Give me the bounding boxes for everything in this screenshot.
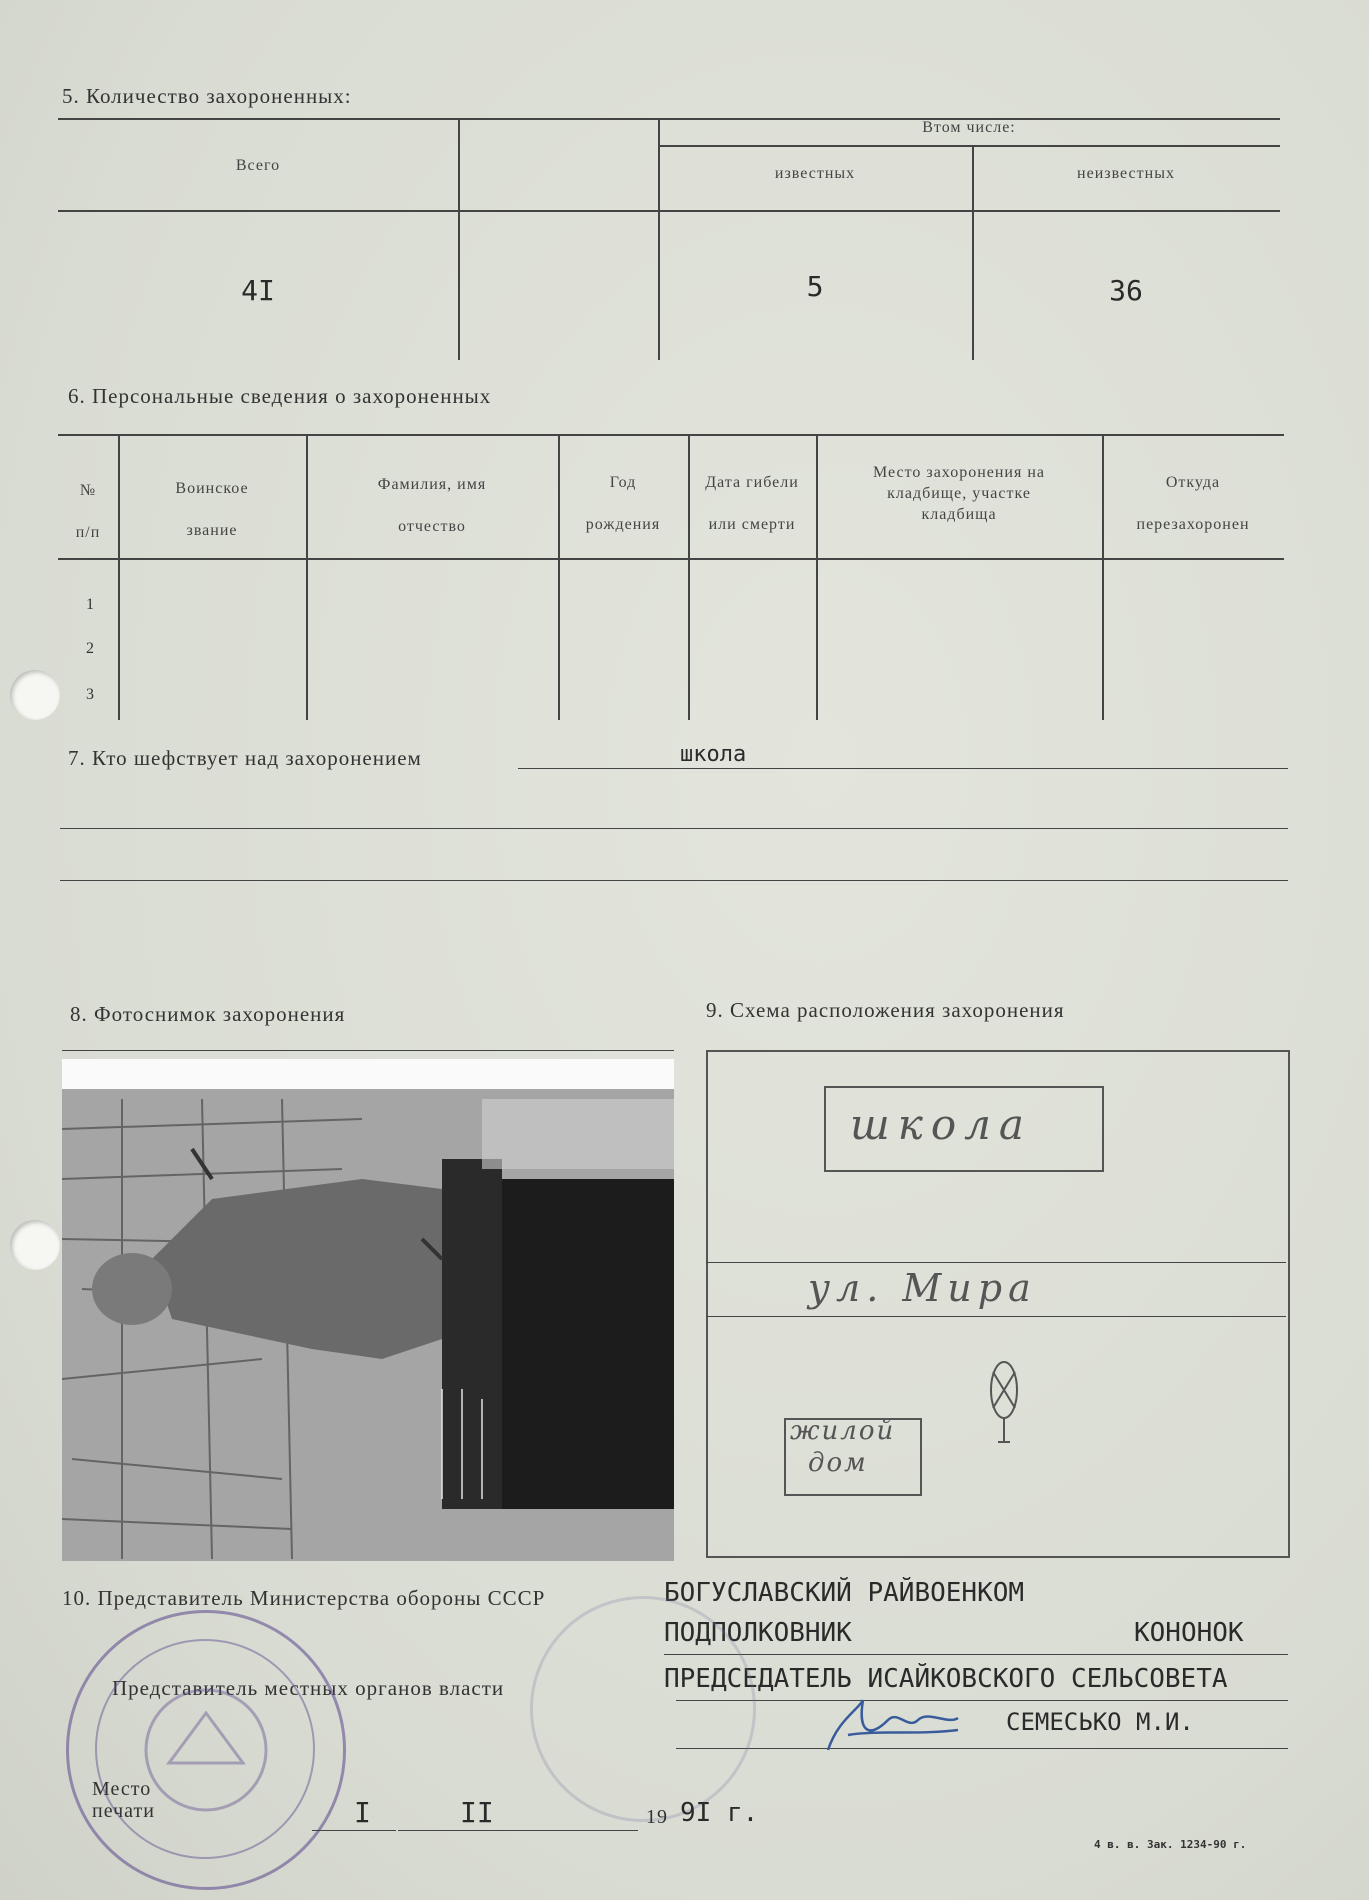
row-number: 1 <box>86 596 94 613</box>
mod-rank: ПОДПОЛКОВНИК <box>664 1618 852 1648</box>
print-code: 4 в. в. Зак. 1234-90 г. <box>1094 1838 1247 1851</box>
street-label: ул. Мира <box>808 1266 1037 1310</box>
section10-mod-label: 10. Представитель Министерства обороны СССР <box>62 1586 546 1610</box>
col-death-date: Дата гибели или смерти <box>705 474 799 533</box>
date-day: I <box>354 1796 371 1829</box>
date-year-prefix: 19 <box>646 1806 668 1828</box>
monument-photo <box>62 1059 674 1561</box>
value-unknown: 36 <box>1109 274 1143 307</box>
col-number: № п/п <box>75 482 101 541</box>
col-reburied-from: Откуда перезахоронен <box>1136 474 1250 533</box>
header-unknown: неизвестных <box>1077 165 1175 182</box>
section6-title: 6. Персональные сведения о захороненных <box>68 384 492 408</box>
punch-hole <box>10 670 60 720</box>
section9-title: 9. Схема расположения захоронения <box>706 998 1065 1022</box>
mod-line1: БОГУСЛАВСКИЙ РАЙВОЕНКОМ <box>664 1578 1025 1608</box>
col-rank: Воинское звание <box>175 480 249 539</box>
header-total: Всего <box>235 157 281 174</box>
school-label: школа <box>850 1100 1032 1149</box>
section10-local-label: Представитель местных органов власти <box>112 1676 505 1700</box>
col-burial-place: Место захоронения на кладбище, участке кладбища <box>872 464 1046 523</box>
row-number: 3 <box>86 686 94 703</box>
house-label-1: жилой <box>790 1416 896 1446</box>
stamp-place-label: Место печати <box>92 1778 155 1822</box>
official-stamp <box>66 1610 346 1890</box>
header-known: известных <box>774 165 856 182</box>
house-label-2: дом <box>808 1448 868 1478</box>
signature <box>818 1690 968 1760</box>
local-line1: ПРЕДСЕДАТЕЛЬ ИСАЙКОВСКОГО СЕЛЬСОВЕТА <box>664 1664 1228 1694</box>
header-including: Втом числе: <box>922 119 1016 136</box>
date-year-suffix: 9I г. <box>680 1798 759 1828</box>
col-birth-year: Год рождения <box>585 474 661 533</box>
date-month: II <box>460 1796 494 1829</box>
stamp-emblem <box>69 1613 343 1887</box>
value-known: 5 <box>806 270 824 303</box>
section7-title: 7. Кто шефствует над захоронением <box>68 746 422 770</box>
row-number: 2 <box>86 640 94 657</box>
burial-marker-icon <box>984 1360 1024 1450</box>
value-total: 4I <box>241 274 275 307</box>
burial-photo <box>62 1059 674 1561</box>
local-stamp-faint <box>530 1596 756 1822</box>
col-fullname: Фамилия, имя отчество <box>377 476 487 535</box>
patron-value: школа <box>680 742 747 767</box>
mod-name: КОНОНОК <box>1134 1618 1244 1648</box>
local-name: СЕМЕСЬКО М.И. <box>1006 1708 1194 1736</box>
section5-title: 5. Количество захороненных: <box>62 84 352 108</box>
punch-hole <box>10 1220 60 1270</box>
section8-title: 8. Фотоснимок захоронения <box>70 1002 346 1026</box>
